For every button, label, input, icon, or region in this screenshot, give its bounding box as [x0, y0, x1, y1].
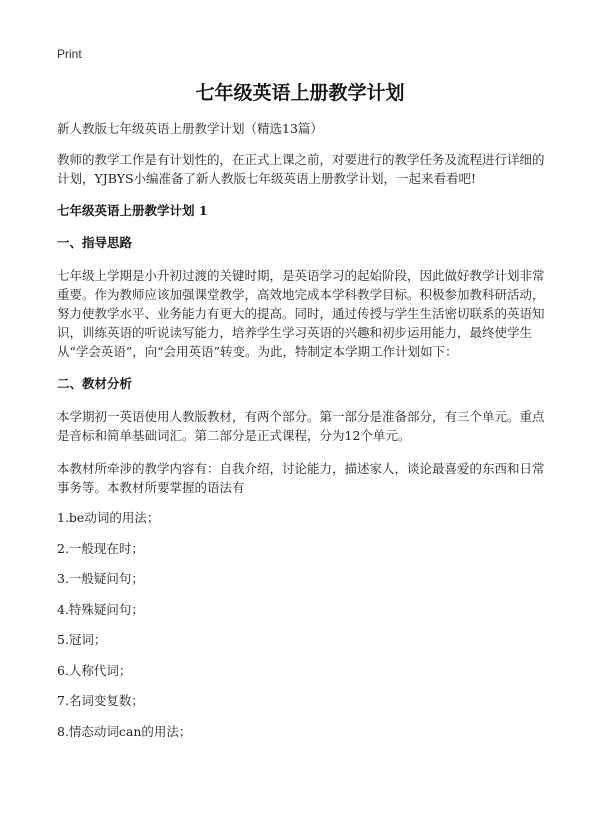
section-heading-guide: 一、指导思路: [57, 235, 133, 250]
list-item: 1.be动词的用法；: [57, 510, 160, 525]
analysis-paragraph-1: 本学期初一英语使用人教版教材，有两个部分。第一部分是准备部分，有三个单元。重点是音标和简单基础词汇。第二部分是正式课程，分为12个单元。: [57, 409, 545, 443]
list-item: 4.特殊疑问句；: [57, 601, 144, 617]
list-item: 7.名词变复数；: [57, 693, 144, 708]
section-heading-analysis: 二、教材分析: [57, 376, 133, 391]
list-item: 5.冠词；: [57, 632, 107, 647]
intro-paragraph: 教师的教学工作是有计划性的，在正式上课之前，对要进行的教学任务及流程进行详细的计划，YJBYS小编准备了新人教版七年级英语上册教学计划，一起来看看吧!: [57, 152, 545, 186]
list-item: 6.人称代词；: [57, 662, 132, 678]
print-link[interactable]: Print: [57, 47, 82, 61]
list-item: 2.一般现在时；: [57, 540, 144, 556]
document-subtitle: 新人教版七年级英语上册教学计划（精选13篇）: [57, 121, 323, 136]
document-body: [57, 120, 549, 753]
grammar-list: [57, 509, 549, 741]
page-title: 七年级英语上册教学计划: [195, 82, 405, 104]
plan-heading: 七年级英语上册教学计划 1: [57, 203, 208, 218]
guide-paragraph: 七年级上学期是小升初过渡的关键时期，是英语学习的起始阶段，因此做好教学计划非常重要。作为教师应该加强课堂教学，高效地完成本学科教学目标。积极参加教科研活动，努力使教学水平、业务能力有更大的提高。同时，通过传授与学生生活密切联系的英语知识，训练英语的听说读写能力，培养学生学习英语的兴趣和初步运用能力，最终使学生从“学会英语”，向“会用英语”转变。为此，特制定本学期工作计划如下：: [57, 268, 545, 359]
list-item: 8.情态动词can的用法；: [57, 723, 192, 739]
analysis-paragraph-2: 本教材所牵涉的教学内容有：自我介绍，讨论能力，描述家人，谈论最喜爱的东西和日常事务等。本教材所要掌握的语法有: [57, 461, 545, 495]
list-item: 3.一般疑问句；: [57, 571, 144, 586]
